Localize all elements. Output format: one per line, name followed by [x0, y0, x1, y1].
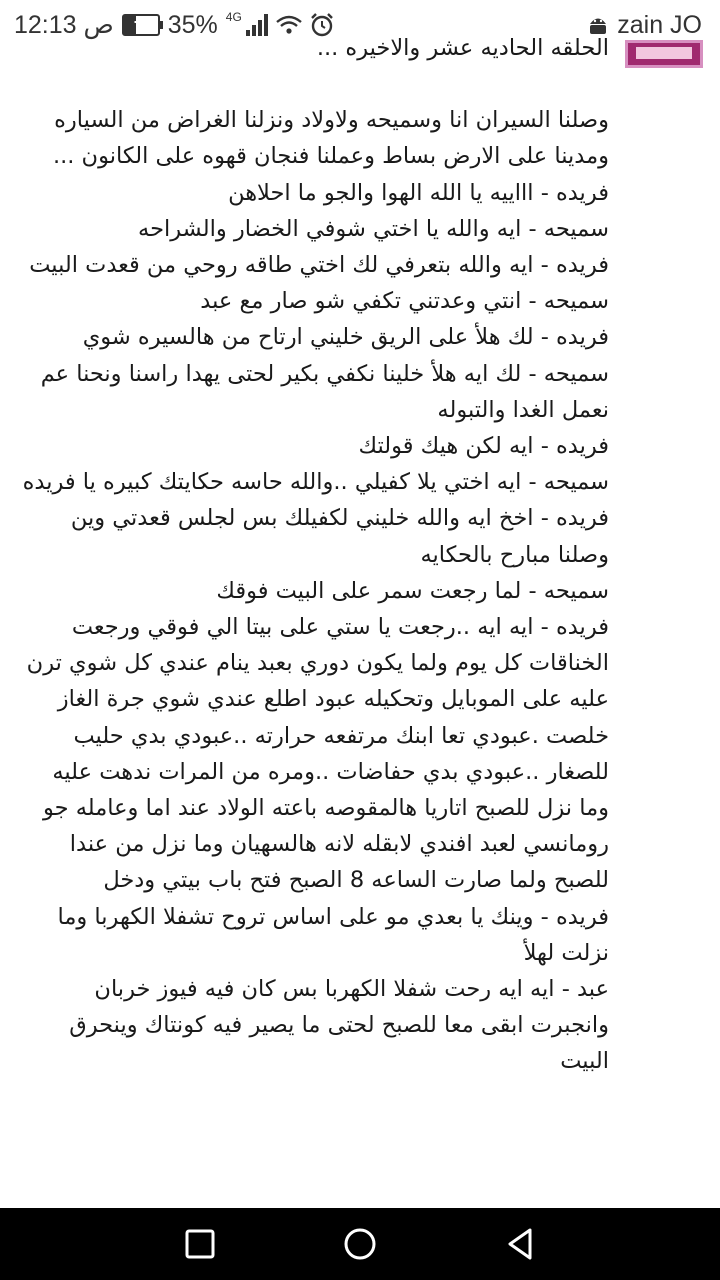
story-line: فريده - لك هلأ على الريق خليني ارتاح من هالسيره شوي — [82, 324, 609, 351]
battery-percent: 35% — [167, 10, 218, 39]
carrier-name: zain JO — [617, 10, 702, 39]
back-button[interactable] — [502, 1226, 538, 1262]
story-line: فريده - ايه لكن هيك قولتك — [358, 433, 609, 460]
battery-charging-icon: + — [122, 14, 160, 36]
story-line: سميحه - ايه والله يا اختي شوفي الخضار والشراحه — [138, 215, 609, 242]
story-content — [16, 30, 609, 1080]
network-type: 4G — [225, 10, 242, 24]
story-line: وصلنا السيران انا وسميحه ولاولاد ونزلنا الغراض من السياره ومدينا على الارض بساط وعملنا فنجان قهوه على الكانون ... — [52, 107, 609, 170]
story-line: سميحه - لما رجعت سمر على البيت فوقك — [216, 577, 609, 604]
story-line: فريده - ايه ايه ..رجعت يا ستي على بيتا الي فوقي ورجعت الخناقات كل يوم ولما يكون دوري بعبد ينام عندي كل شوي ترن عليه على الموبايل وتحكيله عبود اطلع عندي شوي جرة الغاز خلصت .عبودي تعا ابنك مرتفعه حرارته ..عبودي بدي حليب للصغار ..عبودي بدي حفاضات ..ومره من المرات ندهت عليه وما نزل للصبح اتاريا هالمقوصه باعته الولاد عند اما وعامله جو رومانسي لعبد افندي لابقله لانه هالسهيان وما نزل من عندا للصبح ولما صارت الساعه 8 الصبح فتح باب بيتي ودخل — [26, 614, 609, 894]
story-header-image[interactable] — [625, 40, 703, 68]
home-button[interactable] — [342, 1226, 378, 1262]
story-line: فريده - اااييه يا الله الهوا والجو ما احلاهن — [228, 179, 609, 206]
story-heading: الحلقه الحاديه عشر والاخيره ... — [316, 35, 609, 61]
story-line: فريده - وينك يا بعدي مو على اساس تروح تشفلا الكهربا وما نزلت لهلأ — [57, 903, 609, 966]
clock: 12:13 ص — [14, 11, 114, 39]
navigation-bar — [0, 1208, 720, 1280]
story-line: سميحه - لك ايه هلأ خلينا نكفي بكير لحتى يهدا راسنا ونحنا عم نعمل الغدا والتبوله — [40, 360, 609, 423]
story-line: فريده - اخخ ايه والله خليني لكفيلك بس لجلس قعدتي وين وصلنا مبارح بالحكايه — [70, 505, 609, 568]
story-line: سميحه - ايه اختي يلا كفيلي ..والله حاسه حكايتك كبيره يا فريده — [22, 469, 609, 496]
recents-button[interactable] — [182, 1226, 218, 1262]
story-line: سميحه - انتي وعدتني تكفي شو صار مع عبد — [200, 288, 609, 315]
story-line: فريده - ايه والله بتعرفي لك اختي طاقه روحي من قعدت البيت — [29, 252, 609, 279]
story-line: عبد - ايه ايه رحت شفلا الكهربا بس كان فيه فيوز خربان وانجبرت ابقى معا للصبح لحتى ما يصير فيه كونتاك وينحرق البيت — [69, 976, 609, 1075]
